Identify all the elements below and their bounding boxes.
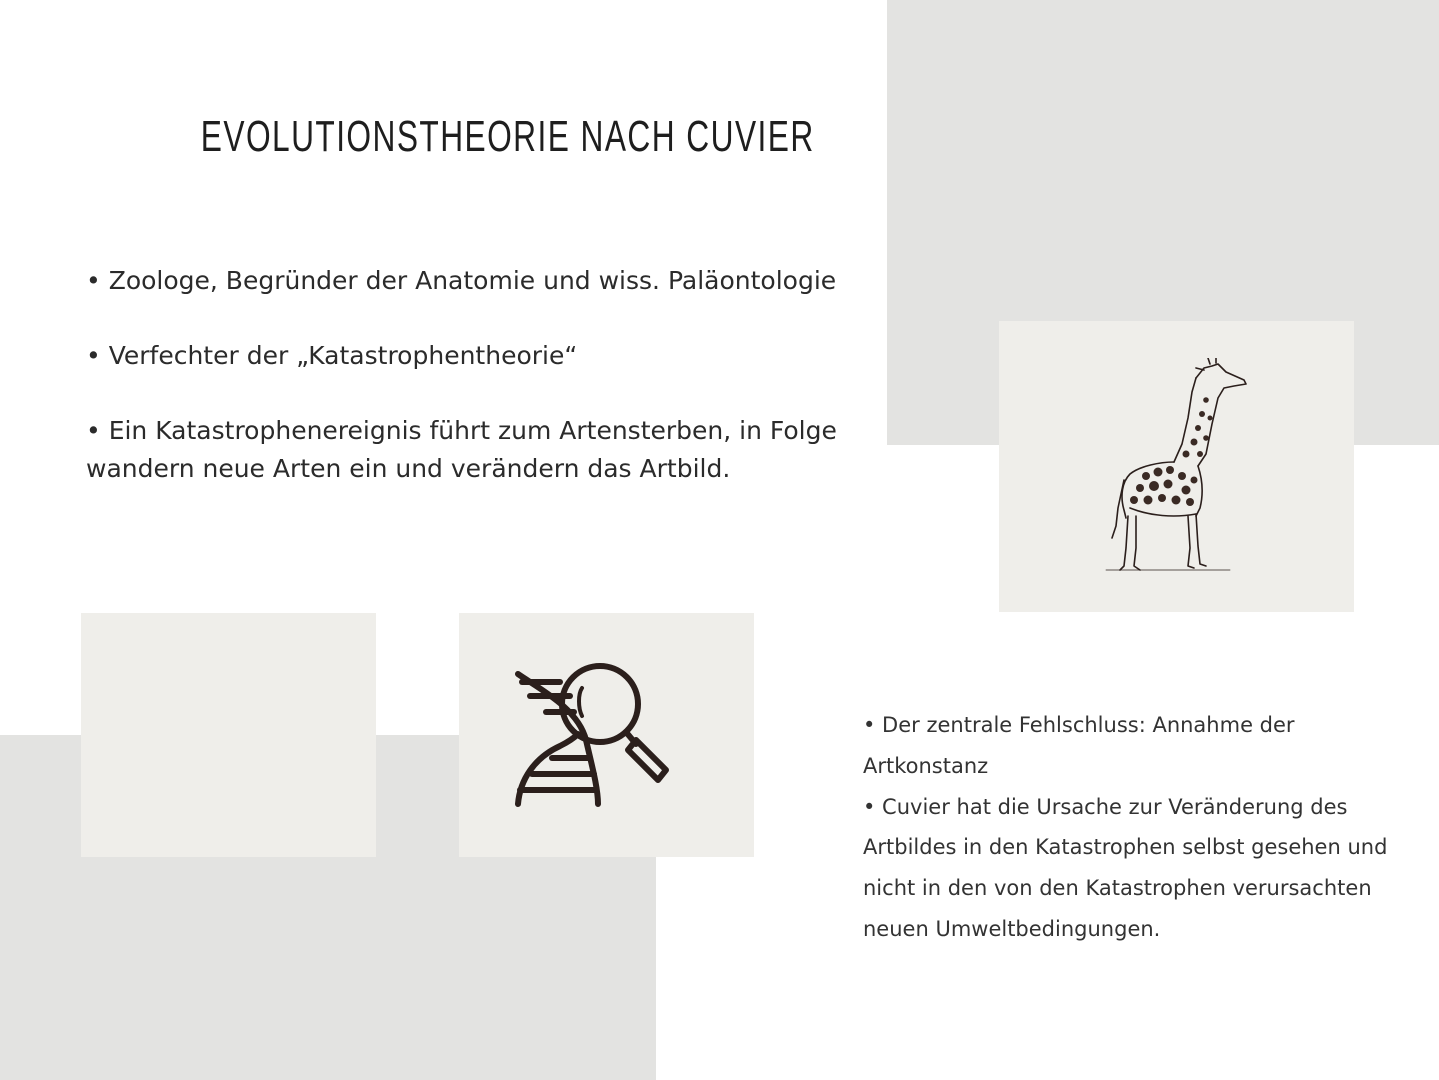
bullet-item: • Verfechter der „Katastrophentheorie“ [86, 341, 578, 370]
bullet-item: • Der zentrale Fehlschluss: Annahme der Artkonstanz [863, 713, 1295, 778]
giraffe-icon [1100, 358, 1260, 578]
bullet-item: • Zoologe, Begründer der Anatomie und wiss. Paläontologie [86, 266, 837, 295]
main-bullet-list [86, 262, 846, 488]
slide-title: EVOLUTIONSTHEORIE NACH CUVIER [200, 112, 815, 161]
bullet-item: • Cuvier hat die Ursache zur Veränderung des Artbildes in den Katastrophen selbst gesehen und nicht in den von den Katastrophen verursachten neuen Umweltbedingungen. [863, 794, 1388, 941]
bullet-item: • Ein Katastrophenereignis führt zum Artensterben, in Folge wandern neue Arten ein und verändern das Artbild. [86, 416, 837, 483]
side-bullet-list [863, 705, 1403, 950]
dna-magnifier-icon [508, 658, 688, 818]
empty-image-card [81, 613, 376, 857]
